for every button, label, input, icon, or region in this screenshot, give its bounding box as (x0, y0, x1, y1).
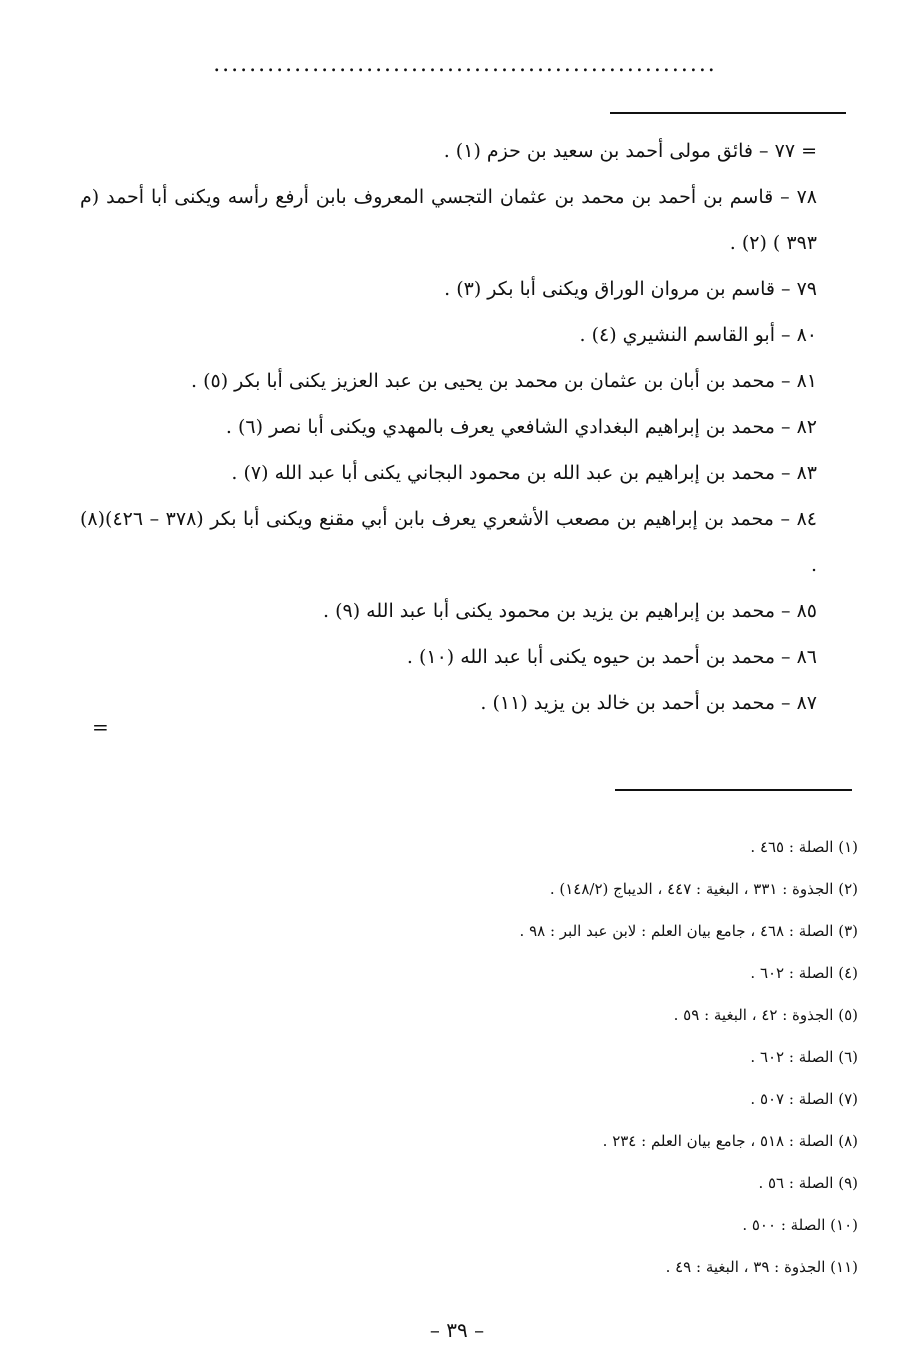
continuation-mark: = (92, 715, 109, 739)
entry-82: ٨٢ – محمد بن إبراهيم البغدادي الشافعي يعرف بالمهدي ويكنى أبا نصر (٦) . (225, 416, 817, 438)
entry-77: = ٧٧ – فائق مولى أحمد بن سعيد بن حزم (١) . (443, 140, 817, 162)
page-number: – ٣٩ – (429, 1318, 485, 1342)
footnote-3: (٣) الصلة : ٤٦٨ ، جامع بيان العلم : لابن عبد البر : ٩٨ . (519, 922, 858, 940)
footnote-10: (١٠) الصلة : ٥٠٠ . (742, 1216, 858, 1234)
entry-81: ٨١ – محمد بن أبان بن عثمان بن محمد بن يحيى بن عبد العزيز يكنى أبا بكر (٥) . (190, 370, 817, 392)
entry-87: ٨٧ – محمد بن أحمد بن خالد بن يزيد (١١) . (480, 692, 817, 714)
entry-80: ٨٠ – أبو القاسم النشيري (٤) . (579, 324, 817, 346)
entry-83: ٨٣ – محمد بن إبراهيم بن عبد الله بن محمود البجاني يكنى أبا عبد الله (٧) . (231, 462, 817, 484)
footnote-8: (٨) الصلة : ٥١٨ ، جامع بيان العلم : ٢٣٤ . (602, 1132, 858, 1150)
footnote-6: (٦) الصلة : ٦٠٢ . (750, 1048, 858, 1066)
footnote-2: (٢) الجذوة : ٣٣١ ، البغية : ٤٤٧ ، الديباج (١٤٨/٢) . (549, 880, 858, 898)
header-ornament: ........................................................ (213, 52, 717, 77)
entry-85: ٨٥ – محمد بن إبراهيم بن يزيد بن محمود يكنى أبا عبد الله (٩) . (323, 600, 817, 622)
footnote-11: (١١) الجذوة : ٣٩ ، البغية : ٤٩ . (665, 1258, 858, 1276)
top-rule (610, 112, 846, 114)
entry-79: ٧٩ – قاسم بن مروان الوراق ويكنى أبا بكر (٣) . (444, 278, 817, 300)
entry-84: ٨٤ – محمد بن إبراهيم بن مصعب الأشعري يعرف بابن أبي مقنع ويكنى أبا بكر (٣٧٨ – ٤٢٦)(٨) . (80, 508, 817, 576)
footnote-7: (٧) الصلة : ٥٠٧ . (750, 1090, 858, 1108)
footnote-4: (٤) الصلة : ٦٠٢ . (750, 964, 858, 982)
entries-list (80, 128, 817, 726)
footnote-5: (٥) الجذوة : ٤٢ ، البغية : ٥٩ . (673, 1006, 858, 1024)
footnote-rule (615, 789, 852, 791)
entry-78: ٧٨ – قاسم بن أحمد بن محمد بن عثمان التجسي المعروف بابن أرفع رأسه ويكنى أبا أحمد (م ٣٩٣ ) (٢) . (80, 186, 817, 254)
footnotes-list (80, 826, 858, 1288)
entry-86: ٨٦ – محمد بن أحمد بن حيوه يكنى أبا عبد الله (١٠) . (406, 646, 817, 668)
footnote-9: (٩) الصلة : ٥٦ . (758, 1174, 858, 1192)
footnote-1: (١) الصلة : ٤٦٥ . (750, 838, 858, 856)
